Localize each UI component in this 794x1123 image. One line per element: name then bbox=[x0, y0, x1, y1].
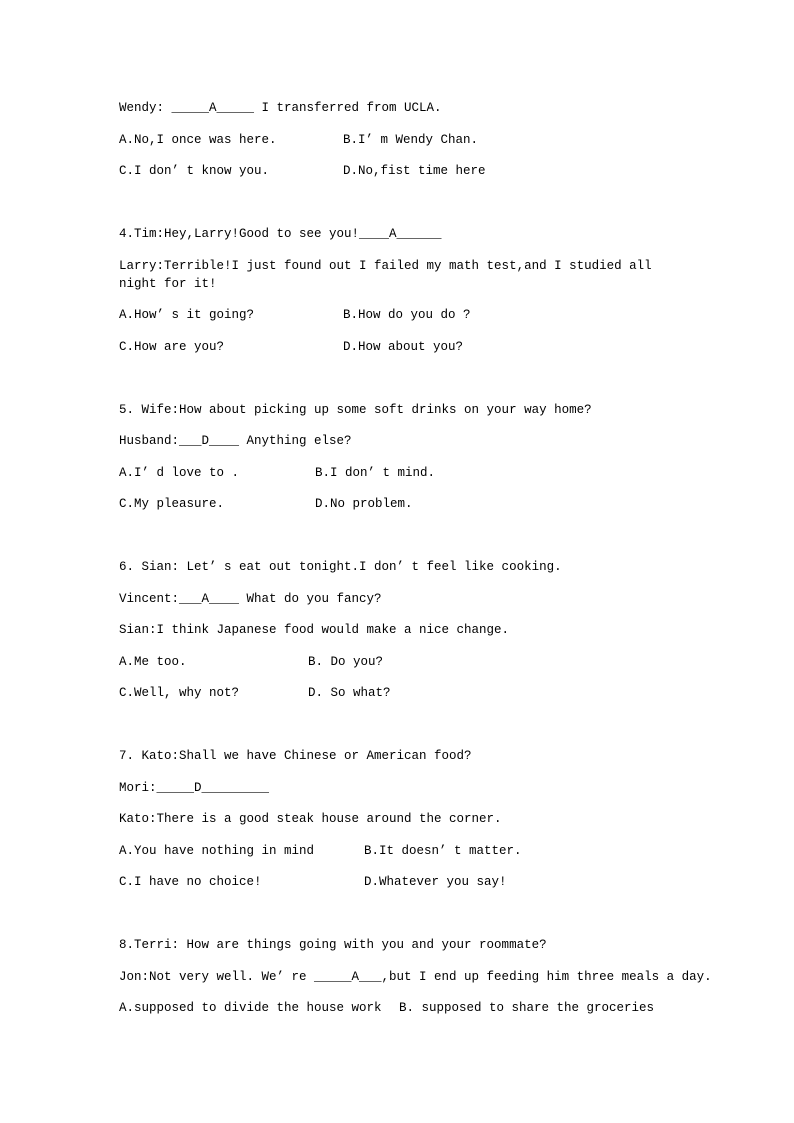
q4-question-line: 4.Tim:Hey,Larry!Good to see you!____A______ bbox=[119, 227, 442, 241]
q6-response-line: Vincent:___A____ What do you fancy? bbox=[119, 592, 382, 606]
q4-option-d: D.How about you? bbox=[343, 340, 464, 354]
q7-option-d: D.Whatever you say! bbox=[364, 875, 507, 889]
q6-question-line: 6. Sian: Let’ s eat out tonight.I don’ t feel like cooking. bbox=[119, 560, 562, 574]
q7-followup-line: Kato:There is a good steak house around the corner. bbox=[119, 812, 502, 826]
q3-option-a: A.No,I once was here. bbox=[119, 133, 277, 147]
q8-question-line: 8.Terri: How are things going with you and your roommate? bbox=[119, 938, 547, 952]
q4-option-a: A.How’ s it going? bbox=[119, 308, 255, 322]
q5-question-line: 5. Wife:How about picking up some soft drinks on your way home? bbox=[119, 403, 592, 417]
q3-option-b: B.I’ m Wendy Chan. bbox=[343, 133, 479, 147]
q7-option-a: A.You have nothing in mind bbox=[119, 844, 315, 858]
q7-response-line: Mori:_____D_________ bbox=[119, 781, 270, 795]
q5-option-c: C.My pleasure. bbox=[119, 497, 225, 511]
q5-option-a: A.I’ d love to . bbox=[119, 466, 240, 480]
q4-option-c: C.How are you? bbox=[119, 340, 225, 354]
q6-option-b: B. Do you? bbox=[308, 655, 384, 669]
q3-dialogue-line: Wendy: _____A_____ I transferred from UCLA. bbox=[119, 101, 442, 115]
q4-response-line: Larry:Terrible!I just found out I failed my math test,and I studied all night for it! bbox=[119, 259, 660, 291]
q6-option-d: D. So what? bbox=[308, 686, 391, 700]
q8-option-b: B. supposed to share the groceries bbox=[399, 1001, 655, 1015]
q7-option-b: B.It doesn’ t matter. bbox=[364, 844, 522, 858]
q7-question-line: 7. Kato:Shall we have Chinese or American food? bbox=[119, 749, 472, 763]
q3-option-d: D.No,fist time here bbox=[343, 164, 486, 178]
q4-option-b: B.How do you do ? bbox=[343, 308, 471, 322]
q5-response-line: Husband:___D____ Anything else? bbox=[119, 434, 352, 448]
q8-option-a: A.supposed to divide the house work bbox=[119, 1001, 382, 1015]
q6-option-c: C.Well, why not? bbox=[119, 686, 240, 700]
q6-option-a: A.Me too. bbox=[119, 655, 187, 669]
q3-option-c: C.I don’ t know you. bbox=[119, 164, 270, 178]
q5-option-d: D.No problem. bbox=[315, 497, 413, 511]
q7-option-c: C.I have no choice! bbox=[119, 875, 262, 889]
q6-followup-line: Sian:I think Japanese food would make a nice change. bbox=[119, 623, 510, 637]
q8-response-line: Jon:Not very well. We’ re _____A___,but I end up feeding him three meals a day. bbox=[119, 970, 712, 984]
q5-option-b: B.I don’ t mind. bbox=[315, 466, 436, 480]
